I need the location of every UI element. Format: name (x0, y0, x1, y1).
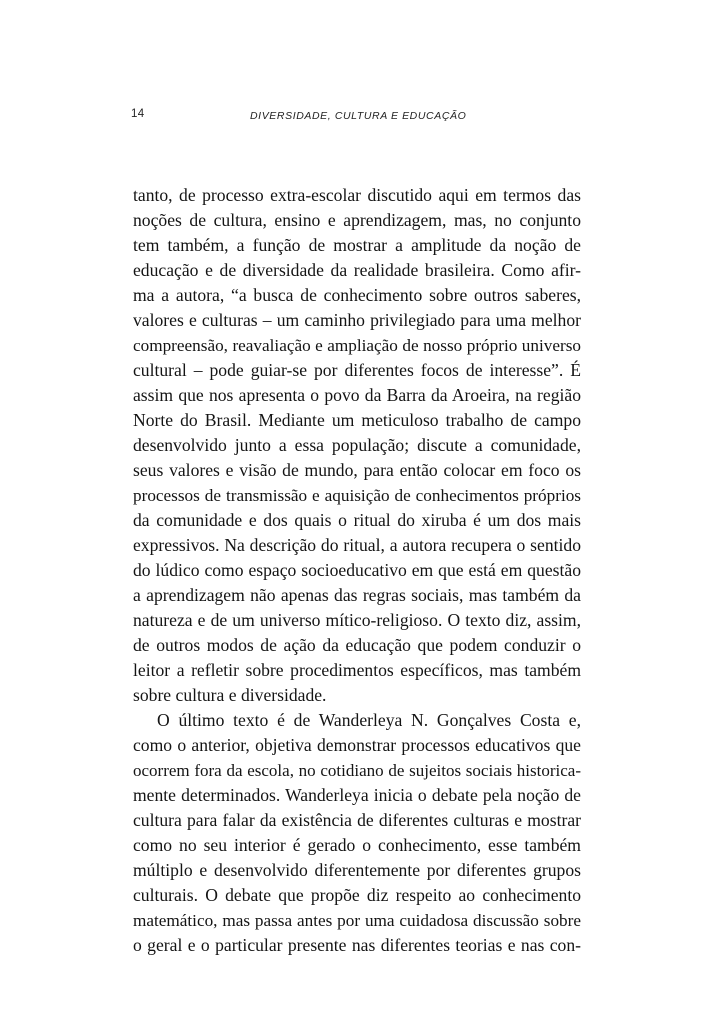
paragraph-end-line: sobre cultura e diversidade. (133, 685, 327, 705)
text-line: assim que nos apresenta o povo da Barra da Aroeira, na região (133, 385, 581, 405)
text-line: cultural – pode guiar-se por diferentes focos de interesse”. É (133, 360, 581, 380)
text-line: da comunidade e dos quais o ritual do xiruba é um dos mais (133, 510, 581, 530)
paragraph-start-line: O último texto é de Wanderleya N. Gonçalves Costa e, (157, 710, 581, 730)
text-line: de outros modos de ação da educação que podem conduzir o (133, 635, 581, 655)
text-line: a aprendizagem não apenas das regras sociais, mas também da (133, 585, 581, 605)
text-line: Norte do Brasil. Mediante um meticuloso trabalho de campo (133, 410, 581, 430)
text-line: processos de transmissão e aquisição de conhecimentos próprios (133, 486, 581, 505)
text-line: mente determinados. Wanderleya inicia o debate pela noção de (133, 785, 581, 805)
text-line: culturais. O debate que propõe diz respeito ao conhecimento (133, 885, 581, 905)
text-line: desenvolvido junto a essa população; discute a comunidade, (133, 435, 581, 455)
page-number: 14 (131, 108, 145, 120)
text-line: do lúdico como espaço socioeducativo em que está em questão (133, 560, 581, 580)
text-line: expressivos. Na descrição do ritual, a autora recupera o sentido (133, 535, 581, 555)
text-line: seus valores e visão de mundo, para então colocar em foco os (133, 460, 581, 480)
text-line: como no seu interior é gerado o conhecimento, esse também (133, 835, 581, 855)
running-head: DIVERSIDADE, CULTURA E EDUCAÇÃO (250, 110, 467, 122)
text-line: ma a autora, “a busca de conhecimento sobre outros saberes, (133, 285, 581, 305)
text-line: cultura para falar da existência de diferentes culturas e mostrar (133, 810, 581, 830)
text-line: o geral e o particular presente nas diferentes teorias e nas con- (133, 935, 581, 955)
text-line: tanto, de processo extra-escolar discutido aqui em termos das (133, 185, 581, 205)
text-line: educação e de diversidade da realidade brasileira. Como afir- (133, 260, 581, 280)
text-line: ocorrem fora da escola, no cotidiano de sujeitos sociais historica- (133, 761, 581, 780)
text-line: múltiplo e desenvolvido diferentemente por diferentes grupos (133, 860, 581, 880)
text-line: noções de cultura, ensino e aprendizagem, mas, no conjunto (133, 210, 581, 230)
text-line: tem também, a função de mostrar a amplitude da noção de (133, 235, 581, 255)
body-text (133, 183, 581, 958)
text-line: valores e culturas – um caminho privilegiado para uma melhor (133, 310, 581, 330)
text-line: natureza e de um universo mítico-religioso. O texto diz, assim, (133, 610, 581, 630)
text-line: leitor a refletir sobre procedimentos específicos, mas também (133, 660, 581, 680)
text-line: como o anterior, objetiva demonstrar processos educativos que (133, 735, 581, 755)
text-line: compreensão, reavaliação e ampliação de nosso próprio universo (133, 336, 581, 355)
text-line: matemático, mas passa antes por uma cuidadosa discussão sobre (133, 911, 581, 930)
